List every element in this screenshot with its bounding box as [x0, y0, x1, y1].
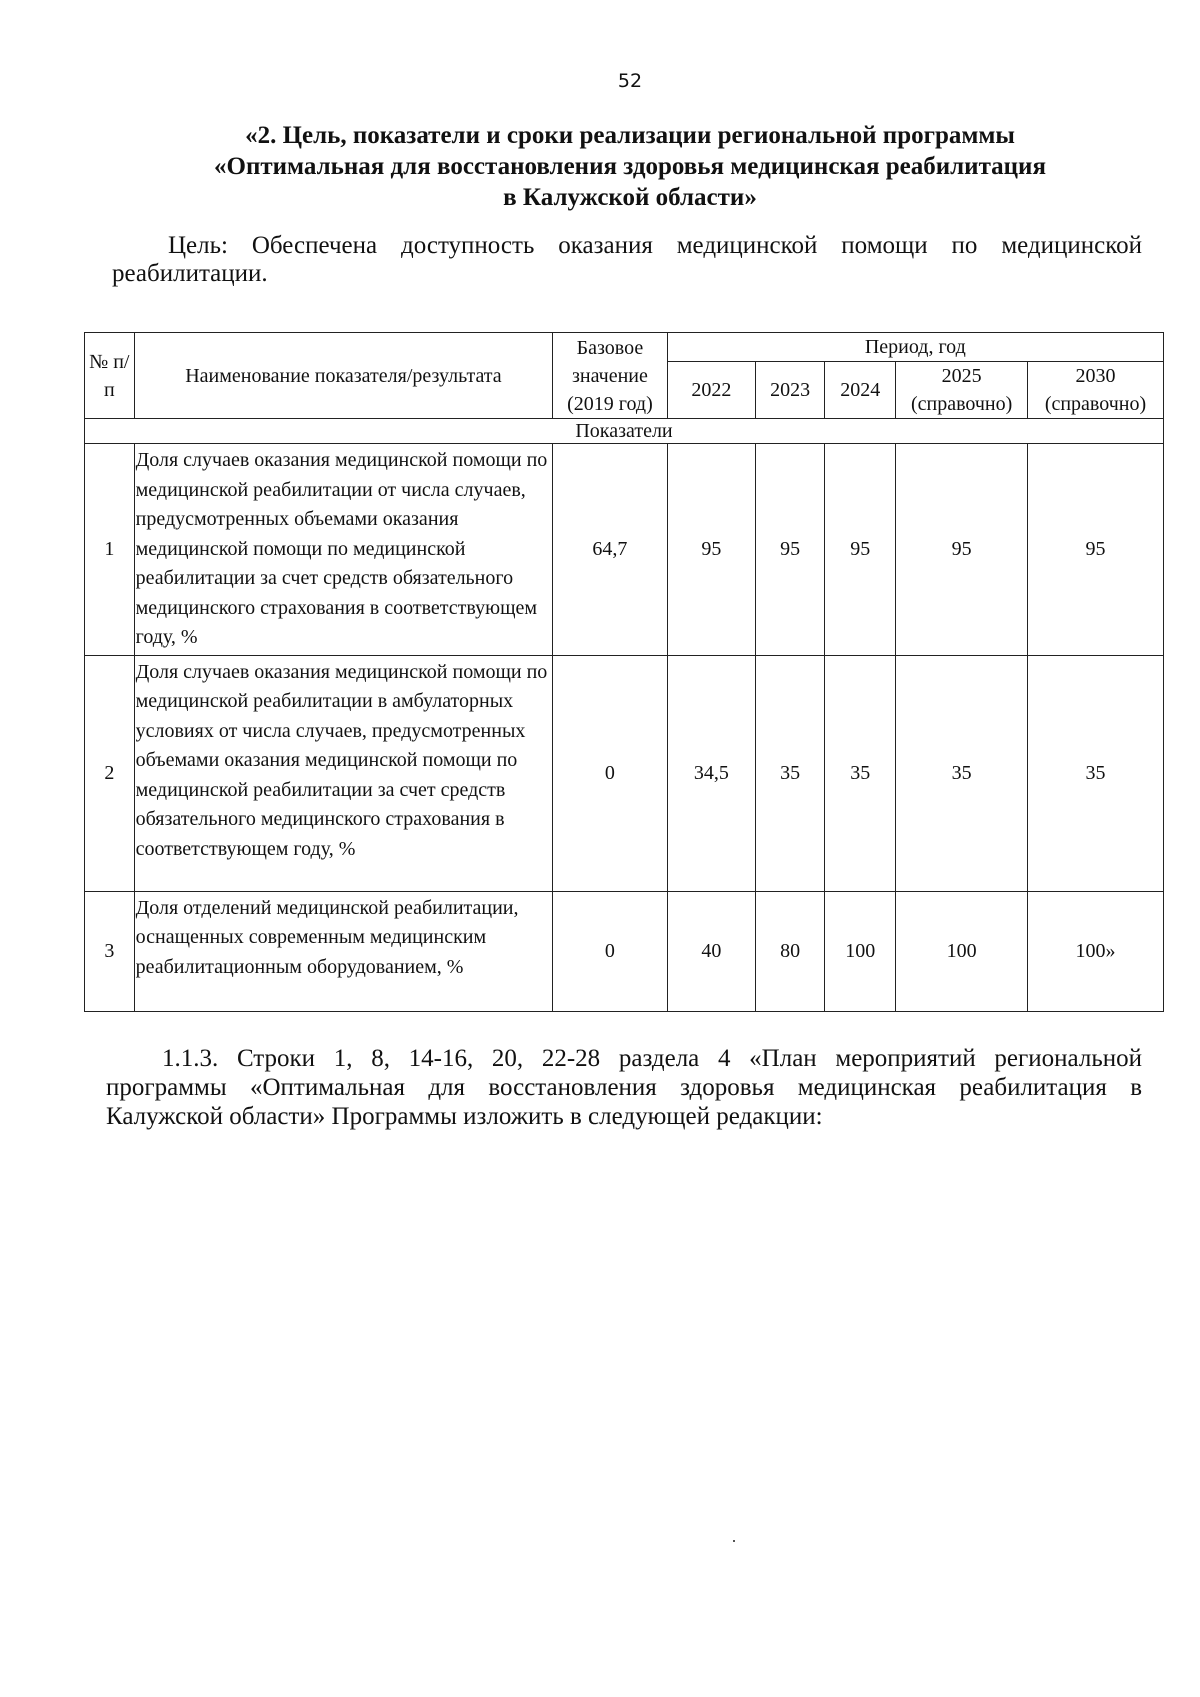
row-2030: 100»: [1027, 891, 1163, 1011]
header-year-2025: 2025 (справочно): [896, 362, 1028, 419]
row-2024: 95: [825, 444, 896, 656]
row-2025: 95: [896, 444, 1028, 656]
section-title-line-1: «2. Цель, показатели и сроки реализации региональной программы: [245, 122, 1015, 149]
section-title-line-2: «Оптимальная для восстановления здоровья медицинская реабилитация: [214, 153, 1046, 180]
table-header: [85, 333, 1164, 419]
row-base: 0: [553, 891, 667, 1011]
row-num: 1: [85, 444, 135, 656]
amendment-line-3: Калужской области» Программы изложить в следующей редакции:: [106, 1103, 823, 1130]
header-year-2024: 2024: [825, 362, 896, 419]
table-body: [85, 419, 1164, 1012]
row-2022: 40: [667, 891, 755, 1011]
row-2022: 95: [667, 444, 755, 656]
header-period: Период, год: [667, 333, 1163, 362]
row-2023: 80: [756, 891, 825, 1011]
goal-paragraph: [112, 232, 1142, 288]
amendment-line-1: 1.1.3. Строки 1, 8, 14-16, 20, 22-28 раздела 4 «План мероприятий региональной: [162, 1045, 1142, 1072]
goal-line-2: реабилитации.: [112, 260, 268, 287]
indicators-table-wrapper: [84, 332, 1164, 1012]
row-2023: 95: [756, 444, 825, 656]
indicators-table: [84, 332, 1164, 1012]
amendment-line-2: программы «Оптимальная для восстановления здоровья медицинская реабилитация в: [106, 1074, 1142, 1101]
row-2025: 100: [896, 891, 1028, 1011]
section-title: [150, 120, 1110, 213]
section-row: [85, 419, 1164, 444]
header-year-2023: 2023: [756, 362, 825, 419]
goal-line-1: Цель: Обеспечена доступность оказания медицинской помощи по медицинской: [168, 232, 1142, 259]
row-base: 64,7: [553, 444, 667, 656]
row-name: Доля случаев оказания медицинской помощи по медицинской реабилитации в амбулаторных условиях от числа случаев, предусмотренных объемами оказания медицинской помощи по медицинской реабилитации за счет средств обязательного медицинского страхования в соответствующем году, %: [134, 655, 553, 891]
row-2023: 35: [756, 655, 825, 891]
row-2030: 35: [1027, 655, 1163, 891]
row-base: 0: [553, 655, 667, 891]
table-row: [85, 444, 1164, 656]
row-name: Доля отделений медицинской реабилитации, оснащенных современным медицинским реабилитационным оборудованием, %: [134, 891, 553, 1011]
row-2024: 35: [825, 655, 896, 891]
row-num: 3: [85, 891, 135, 1011]
section-label: Показатели: [85, 419, 1164, 444]
row-2024: 100: [825, 891, 896, 1011]
header-name: Наименование показателя/результата: [134, 333, 553, 419]
row-2022: 34,5: [667, 655, 755, 891]
row-2025: 35: [896, 655, 1028, 891]
header-year-2022: 2022: [667, 362, 755, 419]
scan-speck: [733, 1540, 735, 1542]
amendment-paragraph: [106, 1044, 1142, 1131]
header-num: № п/п: [85, 333, 135, 419]
table-row: [85, 655, 1164, 891]
row-2030: 95: [1027, 444, 1163, 656]
page-number: 52: [617, 70, 643, 92]
row-num: 2: [85, 655, 135, 891]
row-name: Доля случаев оказания медицинской помощи по медицинской реабилитации от числа случаев, предусмотренных объемами оказания медицинской помощи по медицинской реабилитации за счет средств обязательного медицинского страхования в соответствующем году, %: [134, 444, 553, 656]
section-title-line-3: в Калужской области»: [503, 184, 757, 211]
header-year-2030: 2030 (справочно): [1027, 362, 1163, 419]
table-row: [85, 891, 1164, 1011]
header-base: Базовое значение (2019 год): [553, 333, 667, 419]
